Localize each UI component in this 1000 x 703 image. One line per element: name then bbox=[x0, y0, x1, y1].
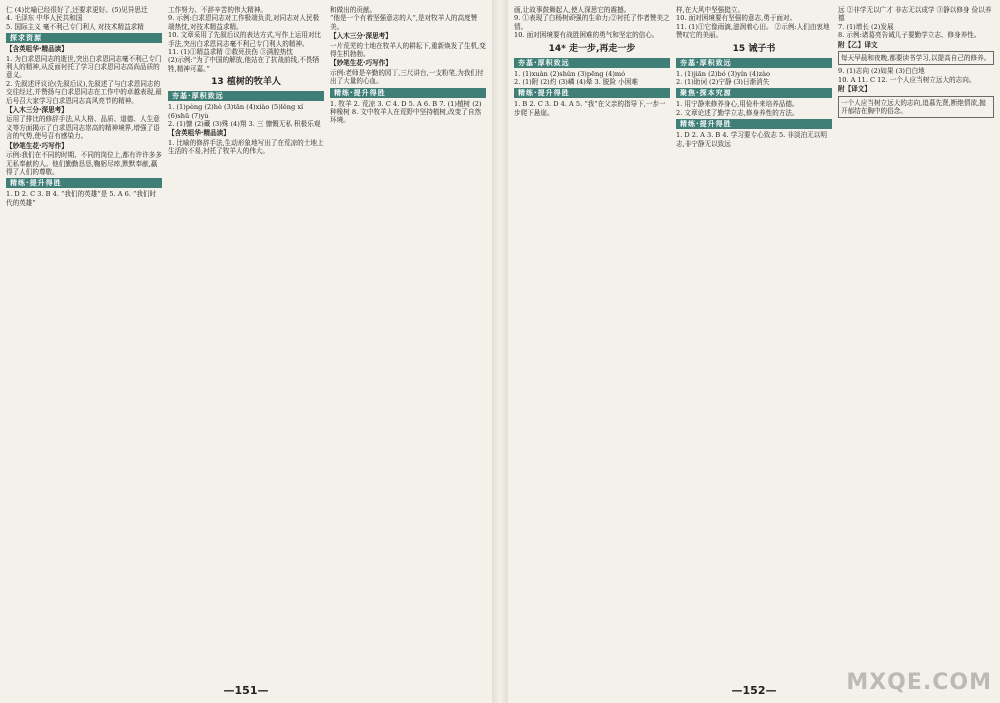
page-number: —151— bbox=[223, 684, 269, 697]
watermark-logo: MXQE.COM bbox=[846, 670, 992, 695]
left-col-3 bbox=[330, 6, 486, 677]
text-line: 工作努力、不辞辛苦的伟大精神。 bbox=[168, 6, 267, 14]
text-line: 5. 国际主义 毫不利己专门利人 对技术精益求精 bbox=[6, 22, 144, 31]
answers: 1. 牧羊 2. 荒凉 3. C 4. D 5. A 6. B 7. (1)植树 (2)种橡树 8. 文中牧羊人在荒野中坚持植树,改变了自然环境。 bbox=[330, 99, 482, 125]
pinyin-answers: 1. (1)jiān (2)bó (3)yín (4)zào bbox=[676, 69, 771, 78]
subheading: 【入木三分·深思考】 bbox=[330, 32, 392, 41]
right-col-3 bbox=[838, 6, 994, 677]
subheading: 【含英咀华·精品读】 bbox=[168, 129, 230, 138]
pinyin-answers: 1. (1)pèng (2)hè (3)tān (4)xiào (5)lěng xí (6)shū (7)yù bbox=[168, 103, 304, 120]
paragraph: “他是一个有着坚强意志的人”,是对牧羊人的高度赞美。 bbox=[330, 14, 478, 31]
section-bar: 聚焦·探本究源 bbox=[676, 88, 832, 98]
subheading: 【含英咀华·精品读】 bbox=[6, 45, 68, 54]
chapter-title: 14* 走一步,再走一步 bbox=[548, 43, 636, 54]
answers: 2. (1)附 (2)灼 (3)嶙 (4)晕 3. 脱险 小困难 bbox=[514, 78, 638, 87]
page-number: —152— bbox=[731, 684, 777, 697]
section-bar: 探求资源 bbox=[6, 33, 162, 43]
paragraph: 运用了排比的修辞手法,从人格、品质、道德、人生意义等方面揭示了白求恩同志崇高的精神境界,增强了语言的气势,使号召有感染力。 bbox=[6, 115, 160, 141]
paragraph: 2. 先叙述评议论(先叙后议),先叙述了与白求恩同志的交往经过,并赞扬与白求恩同志在工作中的卓越表现,最后号召大家学习白求恩同志高风亮节的精神。 bbox=[6, 79, 162, 105]
paragraph: 11. (1)①它像雨滴,滋润着心田。 ②示例:人们由衷地赞叹它的美丽。 bbox=[676, 22, 830, 40]
paragraph: 1. 为白求恩同志的逝世,突出白求恩同志毫不利己专门利人的精神,从反面衬托了学习白求恩同志高尚品质的意义。 bbox=[6, 54, 162, 80]
subheading: 附【乙】译文 bbox=[838, 40, 878, 49]
paragraph: 示例:我们在不同的时期、不同的岗位上,都有许许多多无私奉献的人。他们勤勤恳恳,鞠躬尽瘁,默默奉献,赢得了人们的尊敬。 bbox=[6, 151, 162, 176]
left-page bbox=[0, 0, 492, 703]
paragraph: 1. 比喻的修辞手法,生动形象地写出了在荒凉的土地上生活的不易,衬托了牧羊人的伟大。 bbox=[168, 138, 324, 156]
paragraph: 8. 示例:诸葛亮告诫儿子要勤学立志、修身养性。 bbox=[838, 31, 981, 40]
section-bar: 夯基·厚积致远 bbox=[676, 58, 832, 68]
subheading: 【妙笔生花·巧写作】 bbox=[6, 141, 68, 150]
paragraph: 一个人应当树立远大的志向,追慕先贤,断绝情欲,抛开郁结在胸中的俗念。 bbox=[841, 98, 986, 116]
paragraph: 10. 面对困境要有坚强的意志,勇于面对。 bbox=[676, 14, 797, 23]
paragraph: 10. 文章采用了先叙后议的表达方式,写作上运用对比手法,突出白求恩同志毫不利己专门利人的精神。 bbox=[168, 31, 322, 48]
paragraph: 10. 面对困境要有战胜困难的勇气和坚定的信心。 bbox=[514, 31, 659, 40]
paragraph: 9. (1)志向 (2)如果 (3)白白地 bbox=[838, 67, 925, 76]
paragraph: 11. (1)①精益求精 ②救死扶伤 ③满腔热忱 bbox=[168, 48, 294, 57]
translation-box bbox=[838, 51, 994, 65]
text-line: 画,让故事鼓舞起人,使人深思它的震撼。 bbox=[514, 6, 631, 14]
subheading: 附【译文】 bbox=[838, 85, 871, 94]
translation-box bbox=[838, 96, 994, 119]
paragraph: 1. 用宁静来修养身心,用俭朴来培养品德。 bbox=[676, 100, 799, 109]
text-line: 仁 (4)比喻已经很好了,还要求更好。(5)见异思迁 bbox=[6, 6, 148, 14]
right-page bbox=[508, 0, 1000, 703]
answers: 1. D 2. C 3. B 4. “我们的英雄”是 5. A 6. “我们时代的英雄” bbox=[6, 190, 157, 207]
paragraph: 示例:老师是辛勤的园丁,三尺讲台,一支粉笔,为我们付出了大量的心血。 bbox=[330, 68, 484, 86]
section-bar: 精练·提升得胜 bbox=[676, 119, 832, 129]
chapter-title: 15 诫子书 bbox=[732, 43, 776, 54]
paragraph: 10. A 11. C 12. 一个人应当树立远大的志向。 bbox=[838, 75, 976, 84]
text-line: 远 ②非学无以广才 非志无以成学 ③静以修身 俭以养德 bbox=[838, 6, 992, 23]
paragraph: 2. 文章论述了勤学立志,修身养性的方法。 bbox=[676, 108, 799, 117]
subheading: 【入木三分·深思考】 bbox=[6, 106, 68, 115]
book-gutter bbox=[492, 0, 508, 703]
text-line: 和做出的贡献。 bbox=[330, 6, 377, 14]
paragraph: 每天早晨和夜晚,都要读书学习,以提高自己的修养。 bbox=[841, 54, 991, 63]
paragraph: 9. 示例:白求恩同志对工作极端负责,对同志对人民极端热忱,对技术精益求精。 bbox=[168, 14, 320, 31]
paragraph: 7. (1)增长 (2)发展 bbox=[838, 22, 894, 31]
section-bar: 精练·提升得胜 bbox=[514, 88, 670, 98]
subheading: 【妙笔生花·巧写作】 bbox=[330, 59, 392, 68]
answers: 2. (1)助词 (2)宁静 (3)日渐消失 bbox=[676, 78, 770, 87]
answers: 1. D 2. A 3. B 4. 学习要专心致志 5. 非淡泊无以明志,非宁静无以致远 bbox=[676, 131, 827, 148]
left-col-1 bbox=[6, 6, 162, 677]
section-bar: 精练·提升得胜 bbox=[330, 88, 486, 98]
left-col-2 bbox=[168, 6, 324, 677]
section-bar: 精练·提升得胜 bbox=[6, 178, 162, 188]
paragraph: (2)示例:“为了中国的解放,他站在了抗战前线,不畏牺牲,精神可嘉。” bbox=[168, 56, 319, 73]
answers: 1. B 2. C 3. D 4. A 5. “我”在父亲的指导下,一步一步爬下悬崖。 bbox=[514, 100, 666, 117]
text-line: 样,在大风中坚强挺立。 bbox=[676, 6, 745, 14]
section-bar: 夯基·厚积致远 bbox=[168, 91, 324, 101]
pinyin-answers: 1. (1)xuàn (2)shǔn (3)pēng (4)mó bbox=[514, 69, 626, 78]
right-col-2 bbox=[676, 6, 832, 677]
right-col-1 bbox=[514, 6, 670, 677]
paragraph: 9. ①表现了白杨树顽强的生命力;②衬托了作者赞美之情。 bbox=[514, 14, 670, 31]
section-bar: 夯基·厚积致远 bbox=[514, 58, 670, 68]
answers: 2. (1)慷 (2)藏 (3)殊 (4)翔 3. 三 慷慨无私 积极乐观 bbox=[168, 120, 321, 129]
chapter-title: 13 植树的牧羊人 bbox=[211, 77, 281, 88]
text-line: 4. 毛泽东 中华人民共和国 bbox=[6, 14, 83, 23]
paragraph: 一片荒芜的土地在牧羊人的耕耘下,重新焕发了生机,变得生机勃勃。 bbox=[330, 41, 486, 59]
